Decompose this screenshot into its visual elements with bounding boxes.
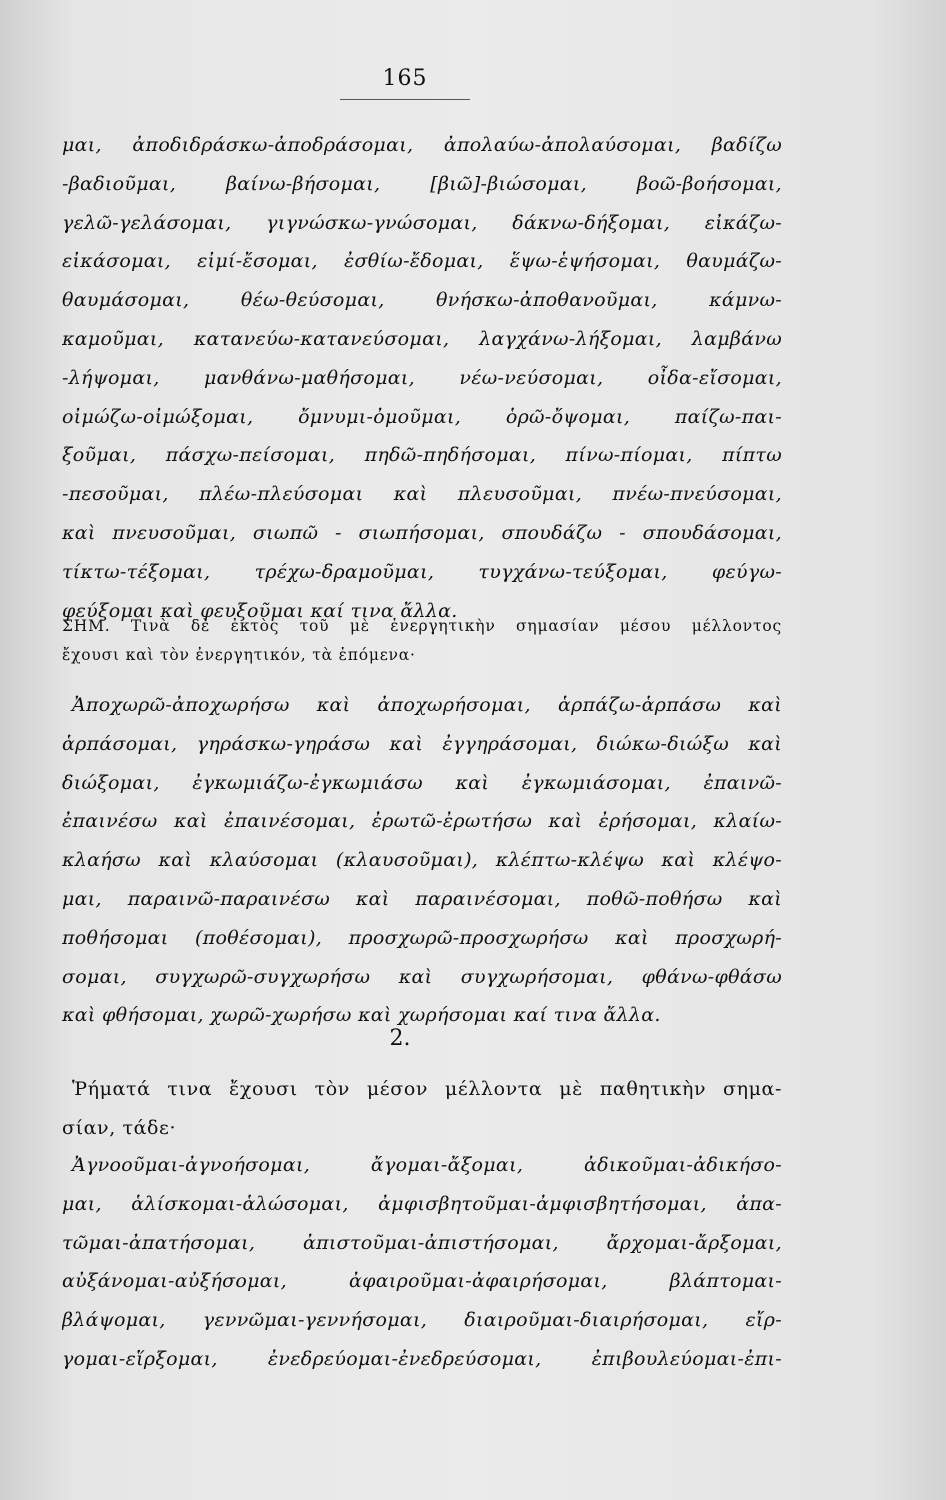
page-number: 165 <box>382 66 428 91</box>
text-line: τῶμαι-ἀπατήσομαι, ἀπιστοῦμαι-ἀπιστήσομαι, ἄρχομαι-ἄρξομαι, <box>62 1231 782 1254</box>
note-line: ΣΗΜ. Τινὰ δὲ ἐκτὸς τοῦ μὲ ἐνεργητικὴν σημασίαν μέσου μέλλοντος <box>62 617 782 635</box>
text-line: ἁρπάσομαι, γηράσκω-γηράσω καὶ ἐγγηράσομαι, διώκω-διώξω καὶ <box>62 732 782 755</box>
text-line: αὐξάνομαι-αὐξήσομαι, ἀφαιροῦμαι-ἀφαιρήσομαι, βλάπτομαι- <box>62 1270 782 1293</box>
text-line: σομαι, συγχωρῶ-συγχωρήσω καὶ συγχωρήσομαι, φθάνω-φθάσω <box>62 965 782 988</box>
text-line: μαι, παραινῶ-παραινέσω καὶ παραινέσομαι, ποθῶ-ποθήσω καὶ <box>62 887 782 910</box>
text-line: μαι, ἀποδιδράσκω-ἀποδράσομαι, ἀπολαύω-ἀπολαύσομαι, βαδίζω <box>62 134 782 156</box>
text-line: -βαδιοῦμαι, βαίνω-βήσομαι, [βιῶ]-βιώσομαι, βοῶ-βοήσομαι, <box>62 172 782 195</box>
section-number: 2. <box>389 1026 411 1051</box>
text-line: θαυμάσομαι, θέω-θεύσομαι, θνήσκω-ἀποθανοῦμαι, κάμνω- <box>62 289 782 312</box>
note-line: ἔχουσι καὶ τὸν ἐνεργητικόν, τὰ ἑπόμενα· <box>62 646 416 664</box>
text-line: φεύξομαι καὶ φευξοῦμαι καί τινα ἄλλα. <box>62 599 458 622</box>
text-line: τίκτω-τέξομαι, τρέχω-δραμοῦμαι, τυγχάνω-τεύξομαι, φεύγω- <box>62 560 782 583</box>
intro-line: σίαν, τάδε· <box>62 1116 177 1139</box>
text-line: κλαήσω καὶ κλαύσομαι (κλαυσοῦμαι), κλέπτω-κλέψω καὶ κλέψο- <box>62 849 782 872</box>
both-futures-verb-list <box>62 686 782 1035</box>
passive-intro-paragraph <box>62 1070 782 1148</box>
page-number-rule <box>340 99 470 100</box>
text-line: ἐπαινέσω καὶ ἐπαινέσομαι, ἐρωτῶ-ἐρωτήσω καὶ ἐρήσομαι, κλαίω- <box>62 810 782 833</box>
passive-verb-list <box>62 1146 782 1379</box>
text-line: μαι, ἁλίσκομαι-ἁλώσομαι, ἀμφισβητοῦμαι-ἀμφισβητήσομαι, ἀπα- <box>62 1192 782 1215</box>
text-line: καὶ πνευσοῦμαι, σιωπῶ - σιωπήσομαι, σπουδάζω - σπουδάσομαι, <box>62 521 782 544</box>
text-line: Ἀποχωρῶ-ἀποχωρήσω καὶ ἀποχωρήσομαι, ἁρπάζω-ἁρπάσω καὶ <box>72 694 782 716</box>
text-line: καὶ φθήσομαι, χωρῶ-χωρήσω καὶ χωρήσομαι καί τινα ἄλλα. <box>62 1004 661 1027</box>
text-line: γομαι-εἵρξομαι, ἐνεδρεύομαι-ἐνεδρεύσομαι, ἐπιβουλεύομαι-ἐπι- <box>62 1347 782 1370</box>
intro-line: Ῥήματά τινα ἔχουσι τὸν μέσον μέλλοντα μὲ παθητικὴν σημα- <box>72 1078 782 1100</box>
text-line: -πεσοῦμαι, πλέω-πλεύσομαι καὶ πλευσοῦμαι, πνέω-πνεύσομαι, <box>62 483 782 506</box>
text-line: ποθήσομαι (ποθέσομαι), προσχωρῶ-προσχωρήσω καὶ προσχωρή- <box>62 926 782 949</box>
text-line: εἰκάσομαι, εἰμί-ἔσομαι, ἐσθίω-ἔδομαι, ἕψω-ἑψήσομαι, θαυμάζω- <box>62 250 782 273</box>
text-line: διώξομαι, ἐγκωμιάζω-ἐγκωμιάσω καὶ ἐγκωμιάσομαι, ἐπαινῶ- <box>62 771 782 794</box>
text-line: -λήψομαι, μανθάνω-μαθήσομαι, νέω-νεύσομαι, οἶδα-εἴσομαι, <box>62 366 782 389</box>
text-line: οἰμώζω-οἰμώξομαι, ὄμνυμι-ὀμοῦμαι, ὁρῶ-ὄψομαι, παίζω-παι- <box>62 405 782 428</box>
note-paragraph <box>62 612 782 670</box>
text-line: Ἀγνοοῦμαι-ἀγνοήσομαι, ἄγομαι-ἄξομαι, ἀδικοῦμαι-ἀδικήσο- <box>72 1154 782 1176</box>
text-line: βλάψομαι, γεννῶμαι-γεννήσομαι, διαιροῦμαι-διαιρήσομαι, εἴρ- <box>62 1309 782 1332</box>
text-line: γελῶ-γελάσομαι, γιγνώσκω-γνώσομαι, δάκνω-δήξομαι, εἰκάζω- <box>62 211 782 234</box>
future-middle-verb-list <box>62 126 782 630</box>
text-line: ξοῦμαι, πάσχω-πείσομαι, πηδῶ-πηδήσομαι, πίνω-πίομαι, πίπτω <box>62 444 782 467</box>
text-line: καμοῦμαι, κατανεύω-κατανεύσομαι, λαγχάνω-λήξομαι, λαμβάνω <box>62 327 782 350</box>
